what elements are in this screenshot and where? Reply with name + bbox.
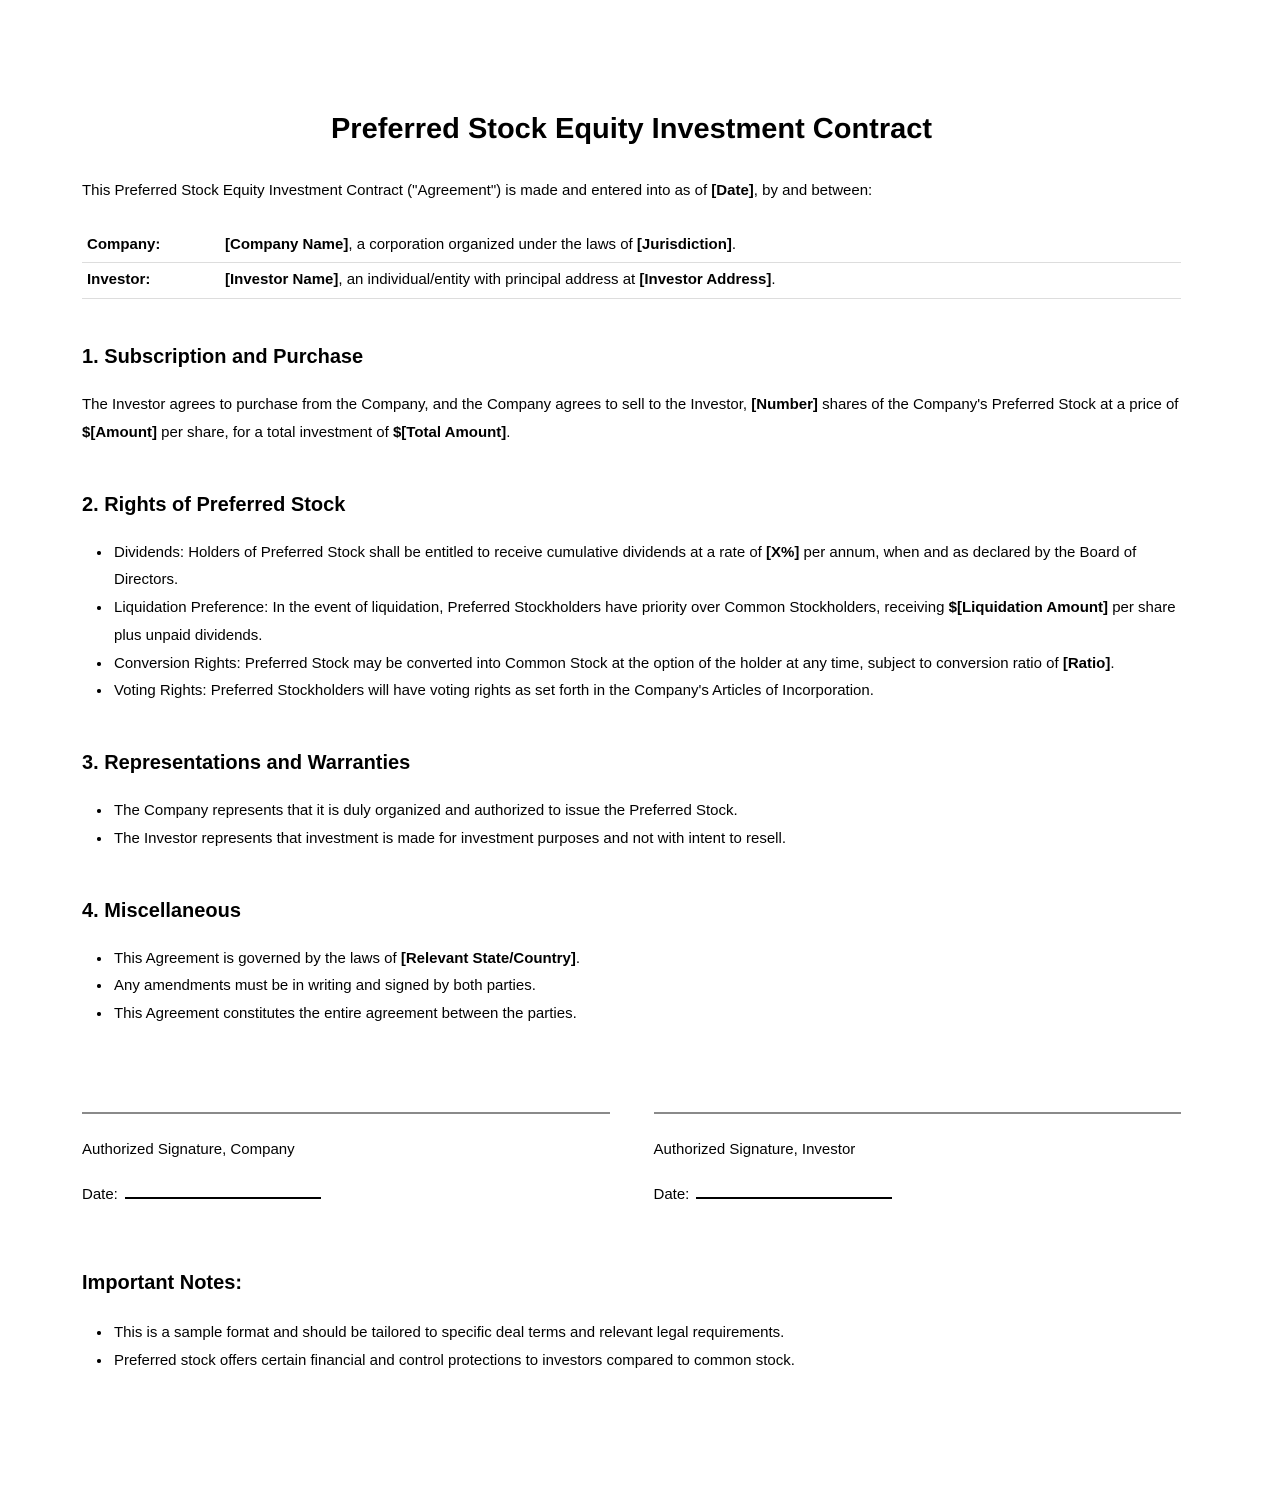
representations-list	[82, 797, 1181, 853]
section-heading: 2. Rights of Preferred Stock	[82, 493, 346, 516]
intro-paragraph: This Preferred Stock Equity Investment Contract ("Agreement") is made and entered into as of [Date], by and between:	[82, 181, 873, 199]
list-item: • The Company represents that it is duly organized and authorized to issue the Preferred Stock.	[112, 797, 1181, 825]
party-value-company: [Company Name], a corporation organized under the laws of [Jurisdiction].	[225, 228, 1181, 263]
section-subscription-and-purchase	[82, 345, 1181, 447]
signature-rule-investor	[654, 1112, 1182, 1114]
date-fill-line-company	[125, 1184, 321, 1199]
section-rights-of-preferred-stock	[82, 493, 1181, 706]
list-item: • Liquidation Preference: In the event of liquidation, Preferred Stockholders have priority over Common Stockholders, receiving $[Liquidation Amount] per share plus unpaid dividends.	[112, 594, 1181, 650]
list-item: • Conversion Rights: Preferred Stock may be converted into Common Stock at the option of the holder at any time, subject to conversion ratio of [Ratio].	[112, 650, 1181, 678]
party-value-investor: [Investor Name], an individual/entity with principal address at [Investor Address].	[225, 263, 1181, 299]
list-item: • Preferred stock offers certain financial and control protections to investors compared to common stock.	[112, 1347, 1181, 1375]
list-item: • Dividends: Holders of Preferred Stock shall be entitled to receive cumulative dividends at a rate of [X%] per annum, when and as declared by the Board of Directors.	[112, 539, 1181, 595]
date-label: Date:	[82, 1186, 118, 1204]
notes-list	[82, 1319, 1181, 1375]
list-item: • This Agreement constitutes the entire agreement between the parties.	[112, 1000, 1181, 1028]
date-row-investor	[654, 1184, 1182, 1205]
notes-heading: Important Notes:	[82, 1271, 242, 1294]
parties-table	[82, 228, 1181, 300]
list-item: • Voting Rights: Preferred Stockholders will have voting rights as set forth in the Company's Articles of Incorporation.	[112, 677, 1181, 705]
party-label-investor: Investor:	[82, 263, 225, 299]
miscellaneous-list	[82, 945, 1181, 1028]
document-title: Preferred Stock Equity Investment Contract	[330, 113, 933, 145]
section-miscellaneous	[82, 899, 1181, 1028]
signature-section	[82, 1112, 1181, 1205]
signature-rule-company	[82, 1112, 610, 1114]
party-label-company: Company:	[82, 228, 225, 263]
signature-block-investor	[654, 1112, 1182, 1205]
party-row-company	[82, 228, 1181, 263]
list-item: • Any amendments must be in writing and signed by both parties.	[112, 972, 1181, 1000]
section-heading: 1. Subscription and Purchase	[82, 346, 364, 369]
list-item: • This is a sample format and should be tailored to specific deal terms and relevant legal requirements.	[112, 1319, 1181, 1347]
section-heading: 4. Miscellaneous	[82, 899, 241, 922]
section-paragraph: The Investor agrees to purchase from the Company, and the Company agrees to sell to the Investor, [Number] shares of the Company's Preferred Stock at a price of $[Amount] per share, for a total investment of $[Total Amount].	[82, 396, 1179, 441]
signature-label-company: Authorized Signature, Company	[82, 1140, 295, 1158]
section-heading: 3. Representations and Warranties	[82, 752, 411, 775]
date-label: Date:	[653, 1186, 690, 1204]
list-item: • This Agreement is governed by the laws of [Relevant State/Country].	[112, 945, 1181, 973]
signature-block-company	[82, 1112, 610, 1205]
signature-label-investor: Authorized Signature, Investor	[653, 1140, 856, 1158]
list-item: • The Investor represents that investment is made for investment purposes and not with intent to resell.	[112, 825, 1181, 853]
party-row-investor	[82, 263, 1181, 299]
date-fill-line-investor	[696, 1184, 892, 1199]
section-representations-and-warranties	[82, 751, 1181, 853]
rights-list	[82, 539, 1181, 706]
date-row-company	[82, 1184, 610, 1205]
